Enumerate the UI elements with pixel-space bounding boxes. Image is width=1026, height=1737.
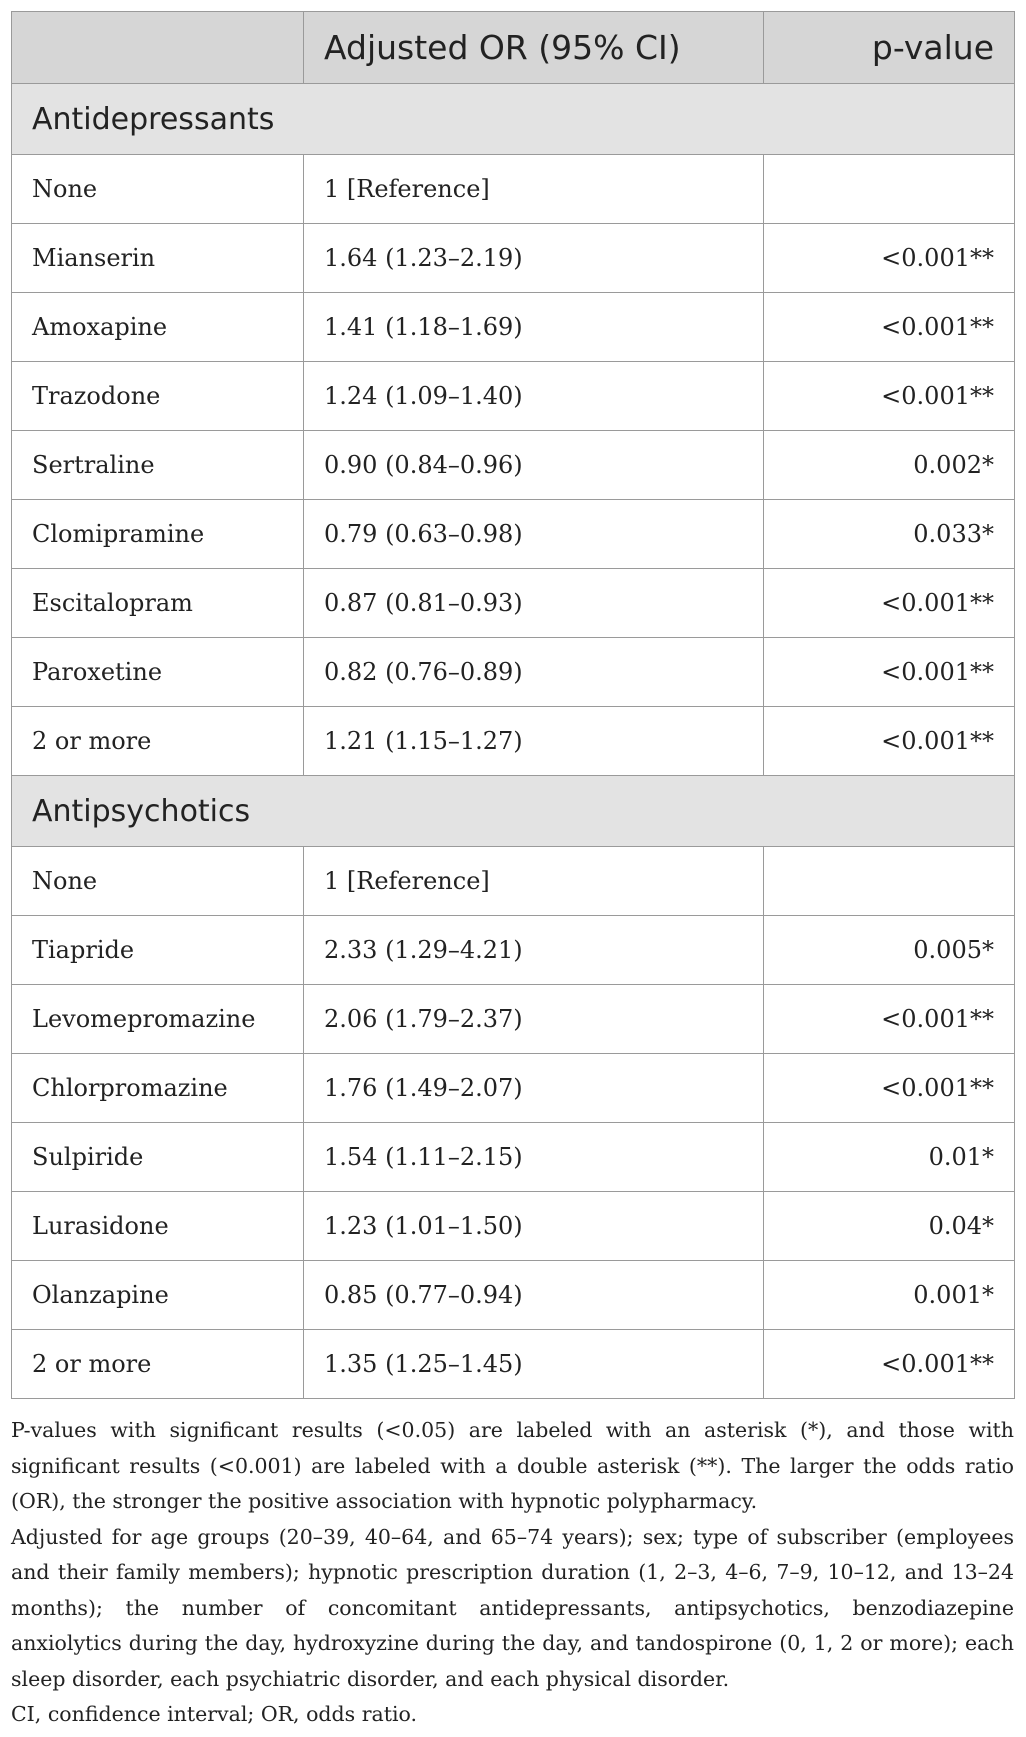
adjusted-or-cell: 1.54 (1.11–2.15) xyxy=(304,1123,764,1192)
table-row xyxy=(12,155,1015,224)
adjusted-or-cell: 1.21 (1.15–1.27) xyxy=(304,707,764,776)
drug-name-cell: Lurasidone xyxy=(12,1192,304,1261)
table-row xyxy=(12,500,1015,569)
p-value-cell: <0.001** xyxy=(764,1054,1015,1123)
adjusted-or-cell: 1 [Reference] xyxy=(304,847,764,916)
adjusted-or-cell: 2.33 (1.29–4.21) xyxy=(304,916,764,985)
table-row xyxy=(12,1261,1015,1330)
p-value-cell: <0.001** xyxy=(764,707,1015,776)
adjusted-or-cell: 0.87 (0.81–0.93) xyxy=(304,569,764,638)
p-value-cell: 0.002* xyxy=(764,431,1015,500)
table-row xyxy=(12,362,1015,431)
header-row xyxy=(12,12,1015,84)
adjusted-or-cell: 2.06 (1.79–2.37) xyxy=(304,985,764,1054)
adjusted-or-cell: 0.90 (0.84–0.96) xyxy=(304,431,764,500)
table-footnotes xyxy=(11,1413,1014,1733)
drug-name-cell: Tiapride xyxy=(12,916,304,985)
p-value-cell: <0.001** xyxy=(764,569,1015,638)
adjusted-or-cell: 1.24 (1.09–1.40) xyxy=(304,362,764,431)
drug-name-cell: Sulpiride xyxy=(12,1123,304,1192)
drug-name-cell: Levomepromazine xyxy=(12,985,304,1054)
p-value-cell xyxy=(764,155,1015,224)
footnote-significance: P-values with significant results (<0.05) are labeled with an asterisk (*), and those with significant results (<0.001) are labeled with a double asterisk (**). The larger the odds ratio (OR), the stronger the positive association with hypnotic polypharmacy. xyxy=(11,1418,1014,1513)
table-row xyxy=(12,569,1015,638)
drug-name-cell: 2 or more xyxy=(12,707,304,776)
adjusted-or-cell: 1.23 (1.01–1.50) xyxy=(304,1192,764,1261)
table-row xyxy=(12,1192,1015,1261)
p-value-cell: <0.001** xyxy=(764,293,1015,362)
table-row xyxy=(12,293,1015,362)
section-header-row xyxy=(12,776,1015,847)
drug-name-cell: 2 or more xyxy=(12,1330,304,1399)
header-drug xyxy=(12,12,304,84)
section-header-row xyxy=(12,84,1015,155)
drug-name-cell: None xyxy=(12,155,304,224)
table-row xyxy=(12,431,1015,500)
footnote-abbreviations: CI, confidence interval; OR, odds ratio. xyxy=(11,1702,418,1726)
table-body xyxy=(12,84,1015,1399)
p-value-cell: <0.001** xyxy=(764,1330,1015,1399)
odds-ratio-table xyxy=(11,11,1015,1399)
drug-name-cell: Mianserin xyxy=(12,224,304,293)
adjusted-or-cell: 1.35 (1.25–1.45) xyxy=(304,1330,764,1399)
drug-name-cell: Paroxetine xyxy=(12,638,304,707)
drug-name-cell: Amoxapine xyxy=(12,293,304,362)
p-value-cell: <0.001** xyxy=(764,362,1015,431)
table-header xyxy=(12,12,1015,84)
p-value-cell: <0.001** xyxy=(764,638,1015,707)
table-row xyxy=(12,1054,1015,1123)
p-value-cell: 0.033* xyxy=(764,500,1015,569)
drug-name-cell: Escitalopram xyxy=(12,569,304,638)
p-value-cell: <0.001** xyxy=(764,224,1015,293)
drug-name-cell: Chlorpromazine xyxy=(12,1054,304,1123)
section-title: Antidepressants xyxy=(12,84,1015,155)
header-p-value: p-value xyxy=(764,12,1015,84)
adjusted-or-cell: 1.64 (1.23–2.19) xyxy=(304,224,764,293)
results-table-container xyxy=(11,11,1014,1399)
drug-name-cell: None xyxy=(12,847,304,916)
p-value-cell: 0.001* xyxy=(764,1261,1015,1330)
header-adjusted-or: Adjusted OR (95% CI) xyxy=(304,12,764,84)
drug-name-cell: Sertraline xyxy=(12,431,304,500)
table-row xyxy=(12,916,1015,985)
drug-name-cell: Trazodone xyxy=(12,362,304,431)
table-row xyxy=(12,707,1015,776)
adjusted-or-cell: 1.76 (1.49–2.07) xyxy=(304,1054,764,1123)
p-value-cell: <0.001** xyxy=(764,985,1015,1054)
table-row xyxy=(12,224,1015,293)
footnote-adjustment: Adjusted for age groups (20–39, 40–64, and 65–74 years); sex; type of subscriber (employees and their family members); hypnotic prescription duration (1, 2–3, 4–6, 7–9, 10–12, and 13–24 months); the number of concomitant antidepressants, antipsychotics, benzodiazepine anxiolytics during the day, hydroxyzine during the day, and tandospirone (0, 1, 2 or more); each sleep disorder, each psychiatric disorder, and each physical disorder. xyxy=(11,1524,1014,1691)
table-row xyxy=(12,847,1015,916)
adjusted-or-cell: 1.41 (1.18–1.69) xyxy=(304,293,764,362)
drug-name-cell: Clomipramine xyxy=(12,500,304,569)
adjusted-or-cell: 0.85 (0.77–0.94) xyxy=(304,1261,764,1330)
p-value-cell: 0.005* xyxy=(764,916,1015,985)
p-value-cell: 0.01* xyxy=(764,1123,1015,1192)
adjusted-or-cell: 0.79 (0.63–0.98) xyxy=(304,500,764,569)
section-title: Antipsychotics xyxy=(12,776,1015,847)
p-value-cell xyxy=(764,847,1015,916)
table-row xyxy=(12,1123,1015,1192)
drug-name-cell: Olanzapine xyxy=(12,1261,304,1330)
adjusted-or-cell: 1 [Reference] xyxy=(304,155,764,224)
p-value-cell: 0.04* xyxy=(764,1192,1015,1261)
adjusted-or-cell: 0.82 (0.76–0.89) xyxy=(304,638,764,707)
table-row xyxy=(12,1330,1015,1399)
table-row xyxy=(12,985,1015,1054)
table-row xyxy=(12,638,1015,707)
